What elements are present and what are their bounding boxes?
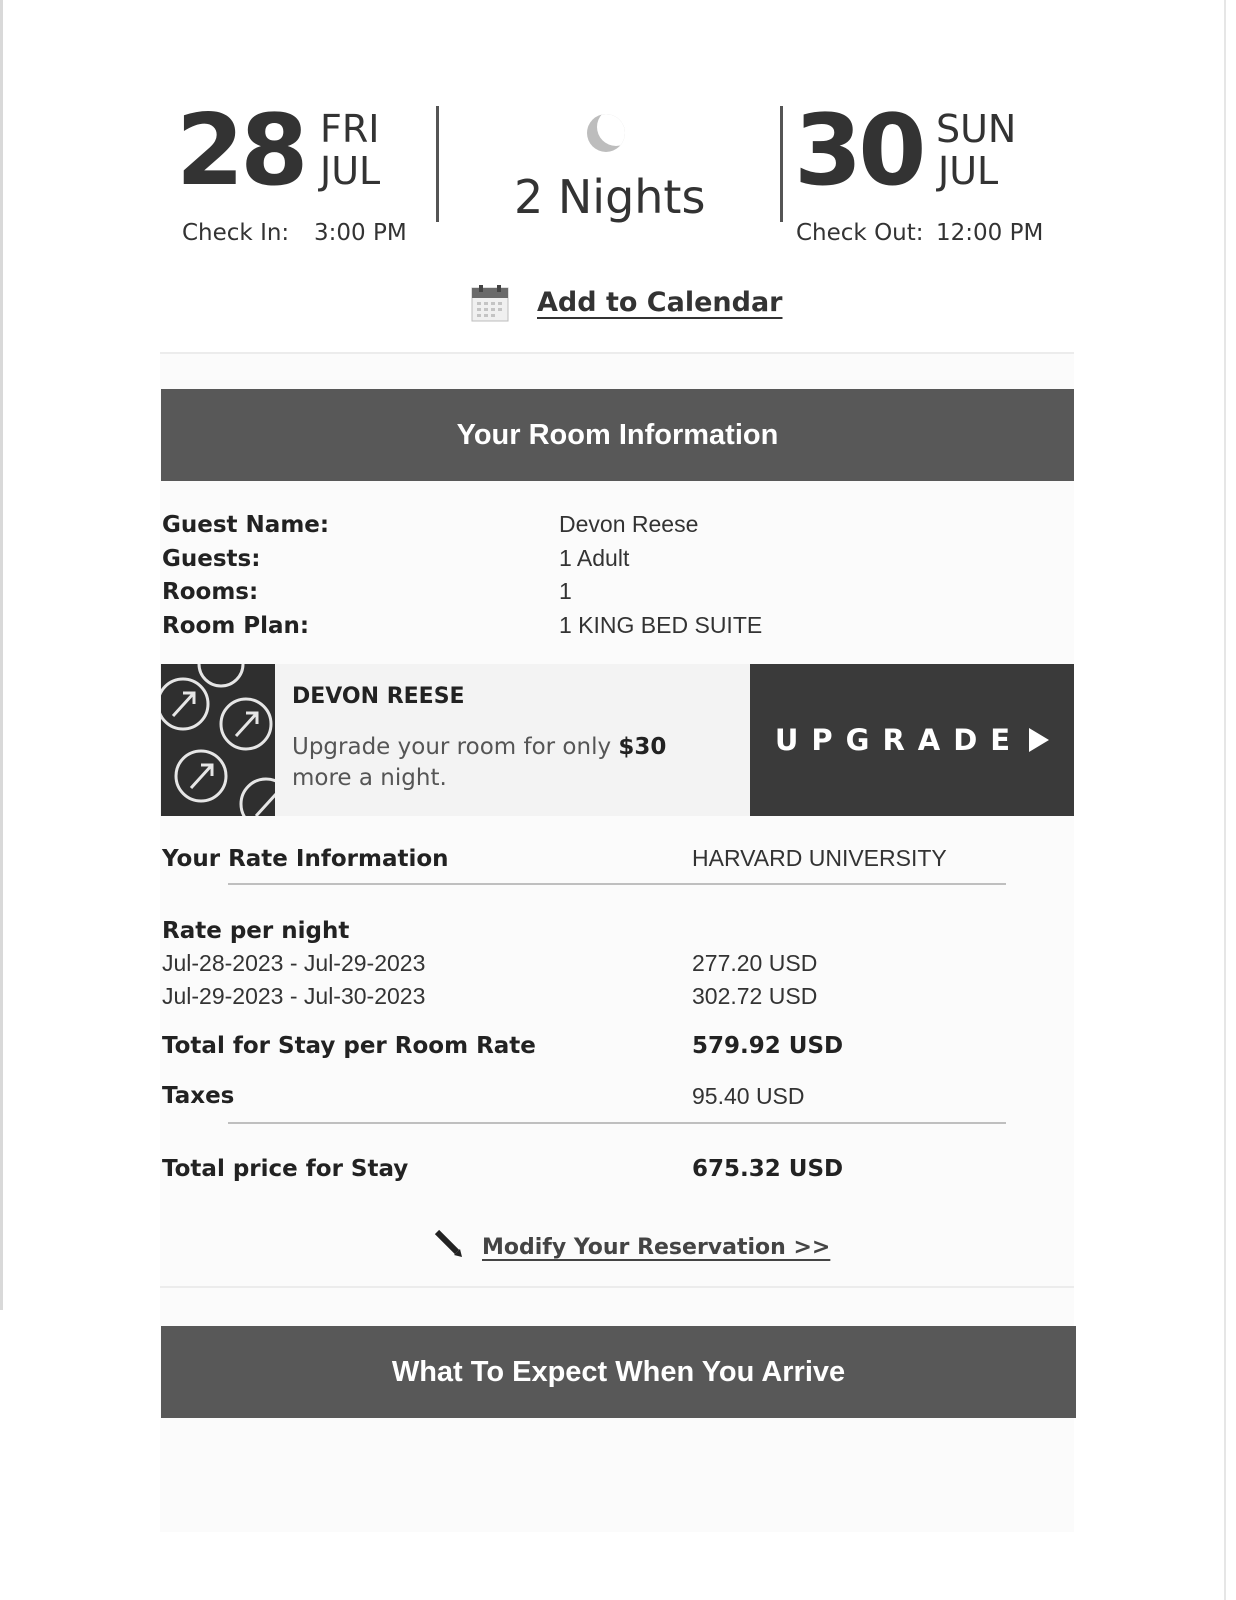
upgrade-price: $30 (618, 734, 667, 760)
rate-per-night-label: Rate per night (162, 918, 350, 944)
divider (160, 352, 1074, 354)
room-info-heading: Your Room Information (161, 389, 1074, 481)
play-arrow-icon (1029, 728, 1049, 752)
rate-night-dates: Jul-29-2023 - Jul-30-2023 (162, 983, 426, 1009)
scan-edge (0, 0, 3, 1310)
checkout-time: 12:00 PM (936, 220, 1044, 246)
checkin-weekday: FRI (320, 107, 380, 151)
guests-value: 1 Adult (559, 545, 630, 571)
rate-night-dates: Jul-28-2023 - Jul-29-2023 (162, 950, 426, 976)
scan-edge (1224, 0, 1226, 1600)
modify-reservation-link[interactable]: Modify Your Reservation >> (482, 1235, 831, 1260)
checkout-label: Check Out: (796, 220, 924, 246)
guest-name-label: Guest Name: (162, 512, 330, 538)
checkout-day: 30 (794, 94, 923, 208)
room-plan-label: Room Plan: (162, 613, 310, 639)
checkin-time: 3:00 PM (314, 220, 407, 246)
rooms-value: 1 (559, 578, 572, 604)
checkout-month: JUL (938, 149, 999, 193)
upgrade-pattern-icon (161, 664, 275, 816)
checkin-label: Check In: (182, 220, 290, 246)
guest-name-value: Devon Reese (559, 511, 699, 537)
pencil-icon (433, 1228, 463, 1258)
total-stay-label: Total price for Stay (162, 1156, 409, 1182)
total-stay-value: 675.32 USD (692, 1156, 844, 1182)
divider (160, 1286, 1074, 1288)
divider (436, 106, 439, 222)
rate-night-amount: 302.72 USD (692, 983, 818, 1009)
rate-info-title: Your Rate Information (162, 846, 449, 872)
upgrade-offer-text-end: more a night. (292, 765, 447, 791)
divider (228, 1122, 1006, 1124)
arrival-heading: What To Expect When You Arrive (161, 1326, 1076, 1418)
upgrade-offer-text (292, 732, 692, 794)
checkout-weekday: SUN (936, 107, 1017, 151)
calendar-icon[interactable] (470, 284, 510, 324)
divider (780, 106, 783, 222)
guests-label: Guests: (162, 546, 261, 572)
total-room-rate-value: 579.92 USD (692, 1033, 844, 1059)
moon-icon (587, 114, 625, 152)
upgrade-offer-text-start: Upgrade your room for only (292, 734, 612, 760)
checkin-day: 28 (176, 94, 305, 208)
add-to-calendar-link[interactable]: Add to Calendar (537, 287, 783, 318)
nights-count: 2 Nights (514, 170, 706, 224)
taxes-label: Taxes (162, 1083, 235, 1109)
upgrade-button[interactable] (750, 664, 1074, 816)
rate-company: HARVARD UNIVERSITY (692, 845, 947, 871)
taxes-value: 95.40 USD (692, 1083, 805, 1109)
upgrade-guest-name: DEVON REESE (292, 684, 465, 709)
room-plan-value: 1 KING BED SUITE (559, 612, 763, 638)
checkin-month: JUL (320, 149, 381, 193)
upgrade-button-label: UPGRADE (774, 723, 1024, 757)
divider (228, 883, 1006, 885)
rate-night-amount: 277.20 USD (692, 950, 818, 976)
total-room-rate-label: Total for Stay per Room Rate (162, 1033, 536, 1059)
rooms-label: Rooms: (162, 579, 259, 605)
